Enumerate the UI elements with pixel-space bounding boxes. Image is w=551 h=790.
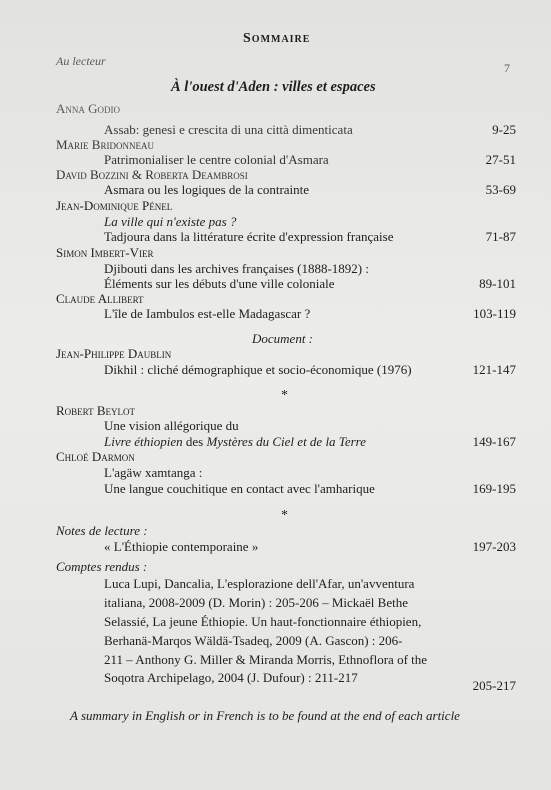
preface-label: Au lecteur xyxy=(56,54,106,68)
entry-title: Une vision allégorique du xyxy=(104,418,239,433)
entry-title: L'île de Iambulos est-elle Madagascar ? xyxy=(104,306,311,321)
comptes-label: Comptes rendus : xyxy=(56,559,148,574)
entry-author: Robert Beylot xyxy=(56,403,136,418)
entry-author: Anna Godio xyxy=(56,101,121,116)
preface-page: 7 xyxy=(504,61,510,75)
entry-author: Claude Allibert xyxy=(56,291,144,306)
summary-note: A summary in English or in French is to be found at the end of each article xyxy=(70,708,460,723)
entry-title-line2: Éléments sur les débuts d'une ville coloniale xyxy=(104,276,335,291)
entry-title: Djibouti dans les archives françaises (1888-1892) : xyxy=(104,261,369,276)
comptes-line: Soqotra Archipelago, 2004 (J. Dufour) : 211-217 xyxy=(104,670,358,685)
entry-title: Patrimonialiser le centre colonial d'Asmara xyxy=(104,152,329,167)
entry-title: Tadjoura dans la littérature écrite d'expression française xyxy=(104,229,394,244)
entry-pages: 71-87 xyxy=(485,229,516,244)
comptes-line: Luca Lupi, Dancalia, L'esplorazione dell'Afar, un'avventura xyxy=(104,576,415,591)
entry-author: Jean-Dominique Pénel xyxy=(56,198,173,213)
entry-pages: 89-101 xyxy=(479,276,516,291)
entry-author: David Bozzini & Roberta Deambrosi xyxy=(56,167,248,182)
comptes-line: italiana, 2008-2009 (D. Morin) : 205-206 – Mickaël Bethe xyxy=(104,595,408,610)
entry-pages: 9-25 xyxy=(492,122,516,137)
entry-author: Jean-Philippe Daublin xyxy=(56,346,172,361)
comptes-pages: 205-217 xyxy=(472,678,516,693)
comptes-line: Selassié, La jeune Éthiopie. Un haut-fonctionnaire éthiopien, xyxy=(104,614,422,629)
entry-pages: 169-195 xyxy=(472,481,516,496)
entry-author: Simon Imbert-Vier xyxy=(56,245,154,260)
entry-pages: 103-119 xyxy=(473,306,516,321)
entry-title-italic: La ville qui n'existe pas ? xyxy=(104,214,237,229)
entry-title-part: Mystères du Ciel et de la Terre xyxy=(206,434,367,449)
separator-star: * xyxy=(281,508,288,523)
entry-pages: 27-51 xyxy=(485,152,516,167)
entry-pages: 149-167 xyxy=(472,434,516,449)
separator-star: * xyxy=(281,388,288,403)
comptes-line: 211 – Anthony G. Miller & Miranda Morris, Ethnoflora of the xyxy=(104,652,428,667)
entry-author: Chloé Darmon xyxy=(56,449,135,464)
document-label: Document : xyxy=(252,331,314,346)
entry-pages: 53-69 xyxy=(485,182,516,197)
entry-title-part: des xyxy=(185,434,207,449)
entry-pages: 121-147 xyxy=(472,362,516,377)
notes-pages: 197-203 xyxy=(472,539,516,554)
comptes-line: Berhanä-Marqos Wäldä-Tsadeq, 2009 (A. Gascon) : 206- xyxy=(104,633,403,648)
entry-title-line2: Une langue couchitique en contact avec l'amharique xyxy=(104,481,375,496)
entry-title: Dikhil : cliché démographique et socio-économique (1976) xyxy=(104,362,412,377)
section-title: À l'ouest d'Aden : villes et espaces xyxy=(171,79,376,95)
notes-label: Notes de lecture : xyxy=(56,523,148,538)
entry-title: Asmara ou les logiques de la contrainte xyxy=(104,182,310,197)
page-title: Sommaire xyxy=(243,31,311,46)
entry-title: L'agäw xamtanga : xyxy=(104,465,203,480)
entry-title-part: Livre éthiopien xyxy=(104,434,186,449)
entry-title: Assab: genesi e crescita di una città dimenticata xyxy=(104,122,353,137)
entry-author: Marie Bridonneau xyxy=(56,137,154,152)
notes-title: « L'Éthiopie contemporaine » xyxy=(104,539,259,554)
entry-title-line2 xyxy=(104,434,366,450)
